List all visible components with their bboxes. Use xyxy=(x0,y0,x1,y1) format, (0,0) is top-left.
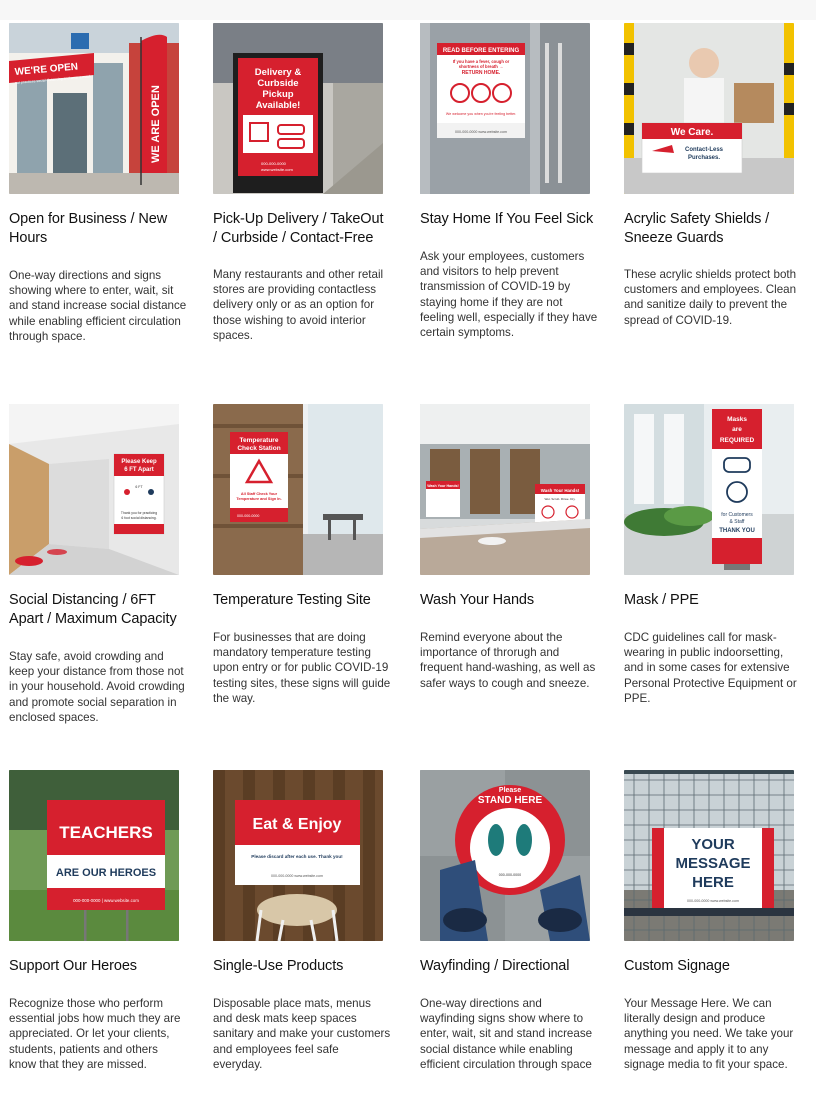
card-description: CDC guidelines call for mask-wearing in public indoorsetting, and in some cases for extensive Personal Protective Equipment or PPE. xyxy=(624,631,797,705)
card-description: Stay safe, avoid crowding and keep your distance from those not in your household. Avoid crowding and promote social separation in enclosed spaces. xyxy=(9,650,185,724)
storefront-illustration xyxy=(9,23,179,194)
shoe xyxy=(443,908,487,932)
card-description: Recognize those who perform essential jobs how much they are appreciated. Or let your clients, students, patients and others know that they are missed. xyxy=(9,997,181,1071)
shield-line-2: Purchases. xyxy=(687,155,721,161)
station-line-2: Check Station xyxy=(237,445,281,452)
poster-line-3: Thank you for practicing xyxy=(120,511,158,515)
shield-banner: We Care. xyxy=(670,127,714,138)
sign-line-1: If you have a fever, cough or xyxy=(452,59,510,64)
card-title[interactable]: Acrylic Safety Shields / Sneeze Guards xyxy=(624,211,770,246)
yard-sign-illustration xyxy=(9,770,179,941)
card-image[interactable] xyxy=(9,404,179,575)
mask-line-4: for Customers xyxy=(721,512,753,518)
yard-sign-line-1: TEACHERS xyxy=(59,823,153,842)
card-image[interactable] xyxy=(213,23,383,194)
person-icon xyxy=(148,489,154,495)
card-image[interactable] xyxy=(9,23,179,194)
mask-line-1: Masks xyxy=(727,416,747,423)
large-sign-sub: Wet. Scrub. Rinse. Dry. xyxy=(544,497,576,501)
card-description: These acrylic shields protect both customers and employees. Clean and sanitize daily to prevent the spread of COVID-19. xyxy=(624,268,797,327)
mask-line-6: THANK YOU xyxy=(719,528,755,534)
sign-line-3: Pickup xyxy=(262,89,294,100)
page-top-bar xyxy=(0,0,816,20)
floor-decal-illustration xyxy=(420,770,590,941)
shield-line-1: Contact-Less xyxy=(684,147,724,153)
card-title[interactable]: Open for Business / New Hours xyxy=(9,211,168,246)
decal-line-1: Please xyxy=(498,787,522,794)
card-description: Remind everyone about the importance of throrugh and frequent hand-washing, as well as safer ways to cough and sneeze. xyxy=(420,631,596,690)
banner-line-1: YOUR xyxy=(691,836,735,853)
yard-sign-web: 000-000-0000 | www.website.com xyxy=(73,898,139,903)
placemat-illustration xyxy=(213,770,383,941)
sign-web: www.website.com xyxy=(261,167,293,172)
banner-line-2: MESSAGE xyxy=(675,855,751,872)
placemat-line-1: Eat & Enjoy xyxy=(252,816,342,833)
banner-web: 000-000-0000 www.website.com xyxy=(687,899,739,903)
card-title[interactable]: Single-Use Products xyxy=(213,958,344,974)
placemat-web: 000-000-0000 www.website.com xyxy=(271,874,323,878)
floor-decal xyxy=(47,549,67,555)
poster-line-2: 6 FT Apart xyxy=(124,467,154,473)
sign-line-2: shortness of breath → xyxy=(458,64,504,69)
card-image[interactable] xyxy=(420,404,590,575)
sign-line-3: RETURN HOME. xyxy=(461,70,501,76)
card-image[interactable] xyxy=(624,23,794,194)
sink xyxy=(478,537,506,545)
card-image[interactable] xyxy=(624,404,794,575)
station-line-4: Temperature and Sign In. xyxy=(236,497,282,501)
shoe xyxy=(538,908,582,932)
sneeze-guard-illustration xyxy=(624,23,794,194)
card-description: One-way directions and wayfinding signs show where to enter, wait, sit and stand increase social distance while enabling efficient circulation through space xyxy=(420,997,593,1071)
hallway-illustration xyxy=(9,404,179,575)
card-image[interactable] xyxy=(9,770,179,941)
fence-banner-illustration xyxy=(624,770,794,941)
restroom-illustration xyxy=(420,404,590,575)
poster-line-4: 6 foot social distancing. xyxy=(121,516,157,520)
card-title[interactable]: Mask / PPE xyxy=(624,592,699,608)
sign-footer: We welcome you when you're feeling better. xyxy=(445,112,517,116)
sign-line-2: Curbside xyxy=(257,78,299,89)
station-web: 000-000-0000 xyxy=(237,514,260,518)
flag-text: WE ARE OPEN xyxy=(150,85,162,163)
sign-web: 000-000-0000 www.website.com xyxy=(455,130,507,134)
mask-banner-illustration xyxy=(624,404,794,575)
poster-distance: 6 FT xyxy=(135,485,143,489)
placemat-line-2: Please discard after each use. Thank you! xyxy=(251,854,343,859)
large-sign-text: Wash Your Hands! xyxy=(540,488,580,493)
card-description: For businesses that are doing mandatory temperature testing upon entry or for public COVID-19 testing sites, these signs will guide the way. xyxy=(213,631,391,705)
door-sign-illustration xyxy=(420,23,590,194)
sign-line-4: Available! xyxy=(255,100,301,111)
card-description: Many restaurants and other retail stores are providing contactless delivery only or as an option for those wishing to avoid interior spaces. xyxy=(213,268,384,342)
card-image[interactable] xyxy=(624,770,794,941)
poster-line-1: Please Keep xyxy=(121,459,157,465)
small-sign-text: Wash Your Hands! xyxy=(427,484,459,488)
station-line-3: All Staff Check Your xyxy=(240,492,278,496)
decal-web: 000-000-0000 xyxy=(498,873,522,877)
person-icon xyxy=(124,489,130,495)
floor-decal xyxy=(15,556,43,566)
card-title[interactable]: Custom Signage xyxy=(624,958,730,974)
card-title[interactable]: Support Our Heroes xyxy=(9,958,137,974)
temperature-station-illustration xyxy=(213,404,383,575)
a-frame-sign-illustration xyxy=(213,23,383,194)
card-title[interactable]: Wayfinding / Directional xyxy=(420,958,570,974)
decal-line-2: STAND HERE xyxy=(477,795,543,806)
card-image[interactable] xyxy=(420,23,590,194)
card-description: Disposable place mats, menus and desk mats keep spaces sanitary and make your customers and employees feel safe everyday. xyxy=(213,997,391,1071)
card-description: One-way directions and signs showing where to enter, wait, sit and stand increase social distance while enabling efficient circulation through space. xyxy=(9,269,187,343)
station-line-1: Temperature xyxy=(239,437,279,444)
card-title[interactable]: Social Distancing / 6FT Apart / Maximum Capacity xyxy=(9,592,177,627)
sign-header: READ BEFORE ENTERING xyxy=(442,48,520,54)
card-description: Ask your employees, customers and visitors to help prevent transmission of COVID-19 by staying home if they are not feeling well, especially if they have certain symptoms. xyxy=(420,250,598,340)
chair-seat xyxy=(257,894,337,926)
card-image[interactable] xyxy=(420,770,590,941)
sign-phone: 000-000-0000 xyxy=(261,161,286,166)
open-banner-text: WE'RE OPEN xyxy=(14,61,79,78)
card-title[interactable]: Temperature Testing Site xyxy=(213,592,371,608)
planter xyxy=(664,506,714,526)
sign-line-1: Delivery & xyxy=(254,67,302,78)
mask-line-5: & Staff xyxy=(729,519,745,525)
open-banner-sub: our practices social distancing and wear a mask xyxy=(14,74,92,85)
card-description: Your Message Here. We can literally design and produce anything you need. We take your message and apply it to any signage media to fit your space. xyxy=(624,997,794,1071)
banner-line-3: HERE xyxy=(692,874,734,891)
card-title[interactable]: Stay Home If You Feel Sick xyxy=(420,211,594,227)
yard-sign-line-2: ARE OUR HEROES xyxy=(55,867,157,879)
card-title[interactable]: Pick-Up Delivery / TakeOut / Curbside / Contact-Free xyxy=(213,211,384,246)
footprint-icon xyxy=(516,824,532,856)
mask-line-2: are xyxy=(732,426,742,433)
card-title[interactable]: Wash Your Hands xyxy=(420,592,535,608)
footprint-icon xyxy=(488,824,504,856)
mask-line-3: REQUIRED xyxy=(719,437,755,444)
card-image[interactable] xyxy=(213,770,383,941)
card-image[interactable] xyxy=(213,404,383,575)
